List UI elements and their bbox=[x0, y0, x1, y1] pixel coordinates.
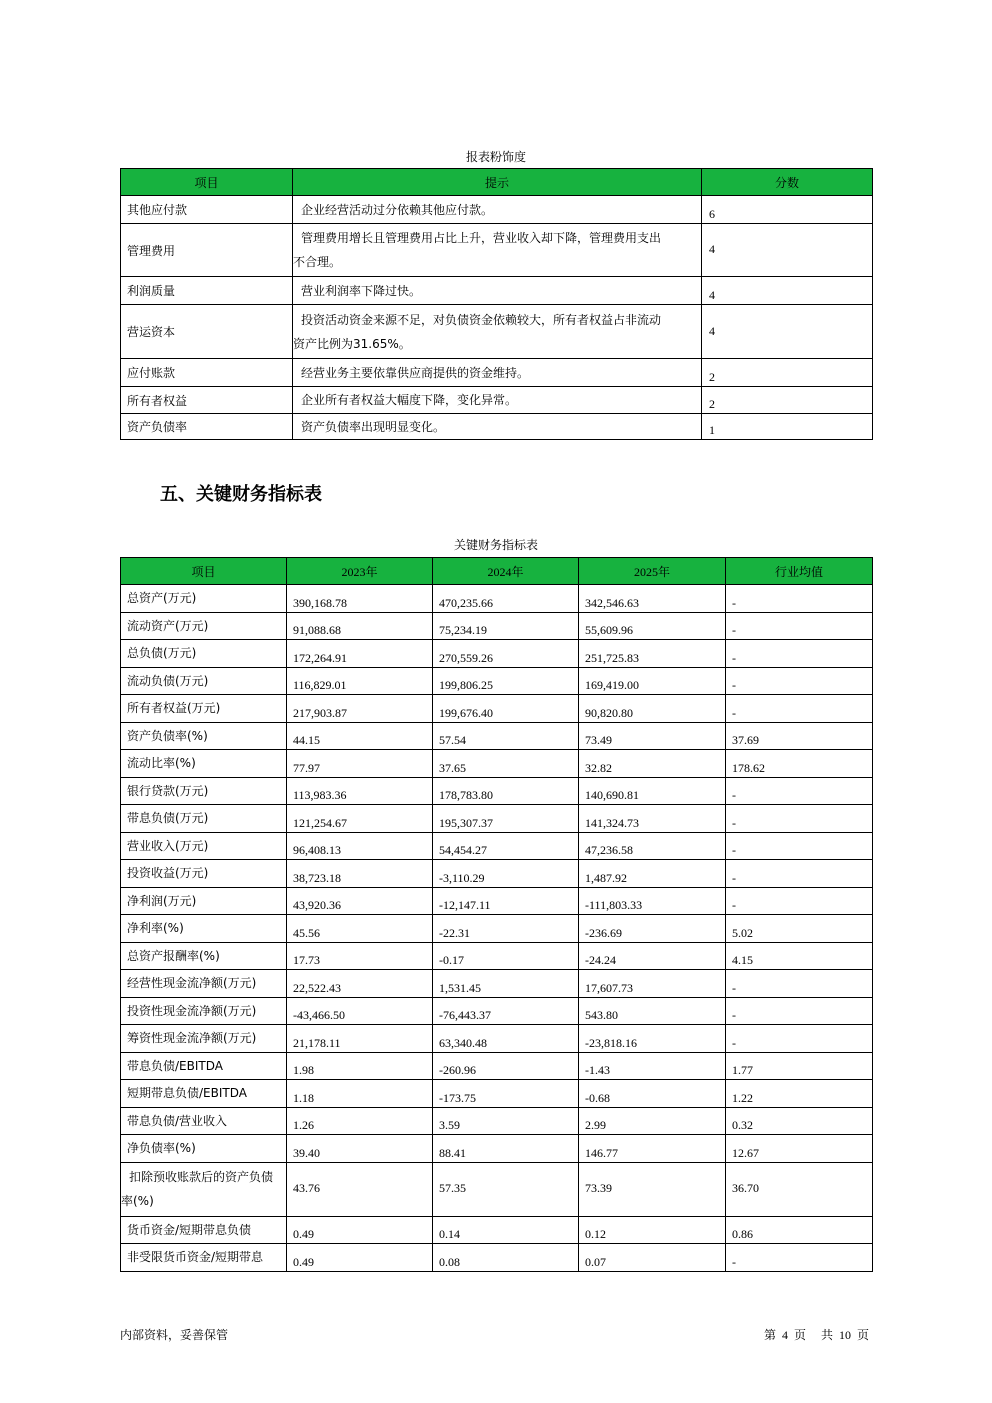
value-2024: -22.31 bbox=[433, 915, 579, 943]
value-2024: 199,676.40 bbox=[433, 695, 579, 723]
table2-caption: 关键财务指标表 bbox=[453, 538, 538, 552]
value-industry-avg: - bbox=[726, 887, 873, 915]
value-2023: 17.73 bbox=[287, 942, 433, 970]
indicator-name: 经营性现金流净额(万元) bbox=[121, 970, 287, 998]
value-2023: 172,264.91 bbox=[287, 640, 433, 668]
value-industry-avg: - bbox=[726, 1025, 873, 1053]
table-row bbox=[121, 1244, 873, 1272]
value-2024: 37.65 bbox=[433, 750, 579, 778]
table-row bbox=[121, 612, 873, 640]
indicator-name: 短期带息负债/EBITDA bbox=[121, 1080, 287, 1108]
page-prefix: 第 bbox=[763, 1328, 776, 1342]
value-2024: 54,454.27 bbox=[433, 832, 579, 860]
table-row bbox=[121, 585, 873, 613]
table-row bbox=[121, 942, 873, 970]
header-score: 分数 bbox=[702, 169, 873, 196]
table-row bbox=[121, 414, 873, 440]
value-2025: 0.12 bbox=[579, 1216, 726, 1244]
value-2024: 195,307.37 bbox=[433, 805, 579, 833]
value-2023: 0.49 bbox=[287, 1244, 433, 1272]
table-row bbox=[121, 387, 873, 414]
table-row bbox=[121, 997, 873, 1025]
value-2024: 270,559.26 bbox=[433, 640, 579, 668]
value-2023: 39.40 bbox=[287, 1135, 433, 1163]
indicator-name-line2: 率(%) bbox=[121, 1194, 154, 1208]
value-industry-avg: 1.77 bbox=[726, 1052, 873, 1080]
item-score: 2 bbox=[702, 387, 873, 414]
value-2024: 0.14 bbox=[433, 1216, 579, 1244]
indicator-name: 银行贷款(万元) bbox=[121, 777, 287, 805]
item-hint: 企业所有者权益大幅度下降，变化异常。 bbox=[301, 393, 518, 407]
value-2025: 17,607.73 bbox=[579, 970, 726, 998]
value-2025: -23,818.16 bbox=[579, 1025, 726, 1053]
item-hint-line1: 投资活动资金来源不足，对负债资金依赖较大，所有者权益占非流动 bbox=[301, 312, 662, 327]
value-2025: 146.77 bbox=[579, 1135, 726, 1163]
value-2023: 217,903.87 bbox=[287, 695, 433, 723]
item-hint-line1: 管理费用增长且管理费用占比上升，营业收入却下降，管理费用支出 bbox=[301, 231, 662, 245]
value-2024: -173.75 bbox=[433, 1080, 579, 1108]
value-industry-avg: - bbox=[726, 970, 873, 998]
value-2023: 45.56 bbox=[287, 915, 433, 943]
value-industry-avg: - bbox=[726, 860, 873, 888]
value-2023: 0.49 bbox=[287, 1216, 433, 1244]
item-name: 营运资本 bbox=[121, 305, 293, 359]
item-score: 2 bbox=[702, 359, 873, 387]
item-hint: 经营业务主要依靠供应商提供的资金维持。 bbox=[301, 365, 530, 380]
table-row bbox=[121, 805, 873, 833]
item-name: 资产负债率 bbox=[121, 414, 293, 440]
indicator-name: 带息负债/营业收入 bbox=[121, 1107, 287, 1135]
value-industry-avg: - bbox=[726, 777, 873, 805]
value-2025: 32.82 bbox=[579, 750, 726, 778]
indicator-name: 总资产报酬率(%) bbox=[121, 942, 287, 970]
table-row bbox=[121, 1025, 873, 1053]
table-row bbox=[121, 860, 873, 888]
value-industry-avg: 12.67 bbox=[726, 1135, 873, 1163]
footer-confidential: 内部资料，妥善保管 bbox=[120, 1328, 229, 1342]
value-2025: 55,609.96 bbox=[579, 612, 726, 640]
item-score: 4 bbox=[702, 277, 873, 305]
value-industry-avg: - bbox=[726, 585, 873, 613]
table-row bbox=[121, 970, 873, 998]
table-row bbox=[121, 277, 873, 305]
item-hint-line2: 资产比例为31.65%。 bbox=[293, 336, 411, 351]
item-hint: 企业经营活动过分依赖其他应付款。 bbox=[301, 202, 494, 217]
value-2025: 47,236.58 bbox=[579, 832, 726, 860]
value-industry-avg: - bbox=[726, 1244, 873, 1272]
table-row bbox=[121, 1216, 873, 1244]
value-industry-avg: 178.62 bbox=[726, 750, 873, 778]
value-2025: 140,690.81 bbox=[579, 777, 726, 805]
table-row bbox=[121, 750, 873, 778]
page-number bbox=[761, 1326, 872, 1343]
value-2023: 1.18 bbox=[287, 1080, 433, 1108]
item-hint: 资产负债率出现明显变化。 bbox=[301, 419, 446, 434]
value-2024: -0.17 bbox=[433, 942, 579, 970]
total-num: 10 bbox=[838, 1328, 851, 1342]
value-industry-avg: 5.02 bbox=[726, 915, 873, 943]
header-item: 项目 bbox=[121, 169, 293, 196]
indicator-name: 所有者权益(万元) bbox=[121, 695, 287, 723]
value-2023: 22,522.43 bbox=[287, 970, 433, 998]
table-row bbox=[121, 667, 873, 695]
value-2025: -0.68 bbox=[579, 1080, 726, 1108]
indicator-name: 净负债率(%) bbox=[121, 1135, 287, 1163]
value-2024: 0.08 bbox=[433, 1244, 579, 1272]
value-2024: 75,234.19 bbox=[433, 612, 579, 640]
value-2024: 178,783.80 bbox=[433, 777, 579, 805]
value-2023: -43,466.50 bbox=[287, 997, 433, 1025]
table-row bbox=[121, 224, 873, 277]
indicator-name: 投资性现金流净额(万元) bbox=[121, 997, 287, 1025]
header-2025: 2025年 bbox=[579, 558, 726, 585]
header-item: 项目 bbox=[121, 558, 287, 585]
item-score: 1 bbox=[702, 414, 873, 440]
header-hint: 提示 bbox=[293, 169, 702, 196]
value-2025: -111,803.33 bbox=[579, 887, 726, 915]
value-2023: 121,254.67 bbox=[287, 805, 433, 833]
value-2023: 91,088.68 bbox=[287, 612, 433, 640]
value-industry-avg: 0.86 bbox=[726, 1216, 873, 1244]
value-industry-avg: - bbox=[726, 805, 873, 833]
value-industry-avg: - bbox=[726, 667, 873, 695]
page-num: 4 bbox=[781, 1328, 788, 1342]
indicator-name: 货币资金/短期带息负债 bbox=[121, 1216, 287, 1244]
item-score: 4 bbox=[702, 305, 873, 359]
value-2025: 0.07 bbox=[579, 1244, 726, 1272]
indicator-name: 总资产(万元) bbox=[121, 585, 287, 613]
value-2023: 44.15 bbox=[287, 722, 433, 750]
value-2025: 251,725.83 bbox=[579, 640, 726, 668]
item-name: 应付账款 bbox=[121, 359, 293, 387]
total-unit: 页 bbox=[856, 1328, 869, 1342]
item-name: 其他应付款 bbox=[121, 196, 293, 224]
value-2025: 73.49 bbox=[579, 722, 726, 750]
report-whitewash-table bbox=[120, 168, 873, 440]
value-industry-avg: - bbox=[726, 612, 873, 640]
value-industry-avg: - bbox=[726, 640, 873, 668]
value-2023: 38,723.18 bbox=[287, 860, 433, 888]
table-row bbox=[121, 196, 873, 224]
value-2024: 1,531.45 bbox=[433, 970, 579, 998]
page-unit: 页 bbox=[793, 1328, 806, 1342]
item-name: 所有者权益 bbox=[121, 387, 293, 414]
value-2024: 470,235.66 bbox=[433, 585, 579, 613]
value-industry-avg: 0.32 bbox=[726, 1107, 873, 1135]
value-2024: 57.54 bbox=[433, 722, 579, 750]
value-industry-avg: - bbox=[726, 695, 873, 723]
table-row bbox=[121, 915, 873, 943]
table-row bbox=[121, 832, 873, 860]
total-prefix: 共 bbox=[820, 1328, 833, 1342]
value-2023: 1.98 bbox=[287, 1052, 433, 1080]
value-2024: 57.35 bbox=[433, 1162, 579, 1216]
item-hint: 营业利润率下降过快。 bbox=[301, 283, 422, 298]
item-score: 4 bbox=[702, 224, 873, 277]
table-row bbox=[121, 695, 873, 723]
value-industry-avg: 4.15 bbox=[726, 942, 873, 970]
indicator-name: 净利润(万元) bbox=[121, 887, 287, 915]
value-2025: 543.80 bbox=[579, 997, 726, 1025]
table-row bbox=[121, 1080, 873, 1108]
table-row bbox=[121, 722, 873, 750]
indicator-name: 带息负债/EBITDA bbox=[121, 1052, 287, 1080]
value-2025: 2.99 bbox=[579, 1107, 726, 1135]
table-row bbox=[121, 1107, 873, 1135]
value-2024: -12,147.11 bbox=[433, 887, 579, 915]
indicator-name: 总负债(万元) bbox=[121, 640, 287, 668]
value-2023: 1.26 bbox=[287, 1107, 433, 1135]
value-2024: 88.41 bbox=[433, 1135, 579, 1163]
table-row bbox=[121, 1162, 873, 1216]
value-2023: 96,408.13 bbox=[287, 832, 433, 860]
value-industry-avg: - bbox=[726, 997, 873, 1025]
header-2024: 2024年 bbox=[433, 558, 579, 585]
item-name: 管理费用 bbox=[121, 224, 293, 277]
indicator-name: 营业收入(万元) bbox=[121, 832, 287, 860]
indicator-rows bbox=[121, 585, 873, 1272]
value-2025: -1.43 bbox=[579, 1052, 726, 1080]
table1-caption: 报表粉饰度 bbox=[465, 150, 526, 164]
header-industry-avg: 行业均值 bbox=[726, 558, 873, 585]
value-2025: 90,820.80 bbox=[579, 695, 726, 723]
value-2024: -3,110.29 bbox=[433, 860, 579, 888]
table-row bbox=[121, 640, 873, 668]
value-2023: 43,920.36 bbox=[287, 887, 433, 915]
value-2023: 77.97 bbox=[287, 750, 433, 778]
section-title: 五、关键财务指标表 bbox=[160, 484, 322, 505]
value-industry-avg: - bbox=[726, 832, 873, 860]
indicator-name: 带息负债(万元) bbox=[121, 805, 287, 833]
item-score: 6 bbox=[702, 196, 873, 224]
value-2024: 199,806.25 bbox=[433, 667, 579, 695]
indicator-name: 流动比率(%) bbox=[121, 750, 287, 778]
value-2023: 390,168.78 bbox=[287, 585, 433, 613]
indicator-name: 非受限货币资金/短期带息 bbox=[121, 1244, 287, 1272]
item-name: 利润质量 bbox=[121, 277, 293, 305]
value-2024: -76,443.37 bbox=[433, 997, 579, 1025]
table-row bbox=[121, 305, 873, 359]
value-2023: 21,178.11 bbox=[287, 1025, 433, 1053]
value-2025: -236.69 bbox=[579, 915, 726, 943]
key-financial-indicators-table bbox=[120, 557, 873, 1272]
indicator-name: 筹资性现金流净额(万元) bbox=[121, 1025, 287, 1053]
header-2023: 2023年 bbox=[287, 558, 433, 585]
indicator-name: 流动负债(万元) bbox=[121, 667, 287, 695]
table-row bbox=[121, 887, 873, 915]
indicator-name: 净利率(%) bbox=[121, 915, 287, 943]
value-industry-avg: 1.22 bbox=[726, 1080, 873, 1108]
indicator-name: 资产负债率(%) bbox=[121, 722, 287, 750]
value-2024: 63,340.48 bbox=[433, 1025, 579, 1053]
table-row bbox=[121, 359, 873, 387]
value-2025: 342,546.63 bbox=[579, 585, 726, 613]
indicator-name: 流动资产(万元) bbox=[121, 612, 287, 640]
table-row bbox=[121, 1135, 873, 1163]
table-row bbox=[121, 777, 873, 805]
value-2025: 1,487.92 bbox=[579, 860, 726, 888]
item-hint-line2: 不合理。 bbox=[293, 255, 342, 269]
value-2024: -260.96 bbox=[433, 1052, 579, 1080]
value-2025: 169,419.00 bbox=[579, 667, 726, 695]
value-2023: 43.76 bbox=[287, 1162, 433, 1216]
value-industry-avg: 37.69 bbox=[726, 722, 873, 750]
value-2023: 116,829.01 bbox=[287, 667, 433, 695]
value-industry-avg: 36.70 bbox=[726, 1162, 873, 1216]
value-2024: 3.59 bbox=[433, 1107, 579, 1135]
value-2023: 113,983.36 bbox=[287, 777, 433, 805]
table-row bbox=[121, 1052, 873, 1080]
indicator-name: 投资收益(万元) bbox=[121, 860, 287, 888]
value-2025: 73.39 bbox=[579, 1162, 726, 1216]
value-2025: -24.24 bbox=[579, 942, 726, 970]
indicator-name-line1: 扣除预收账款后的资产负债 bbox=[129, 1170, 274, 1184]
value-2025: 141,324.73 bbox=[579, 805, 726, 833]
